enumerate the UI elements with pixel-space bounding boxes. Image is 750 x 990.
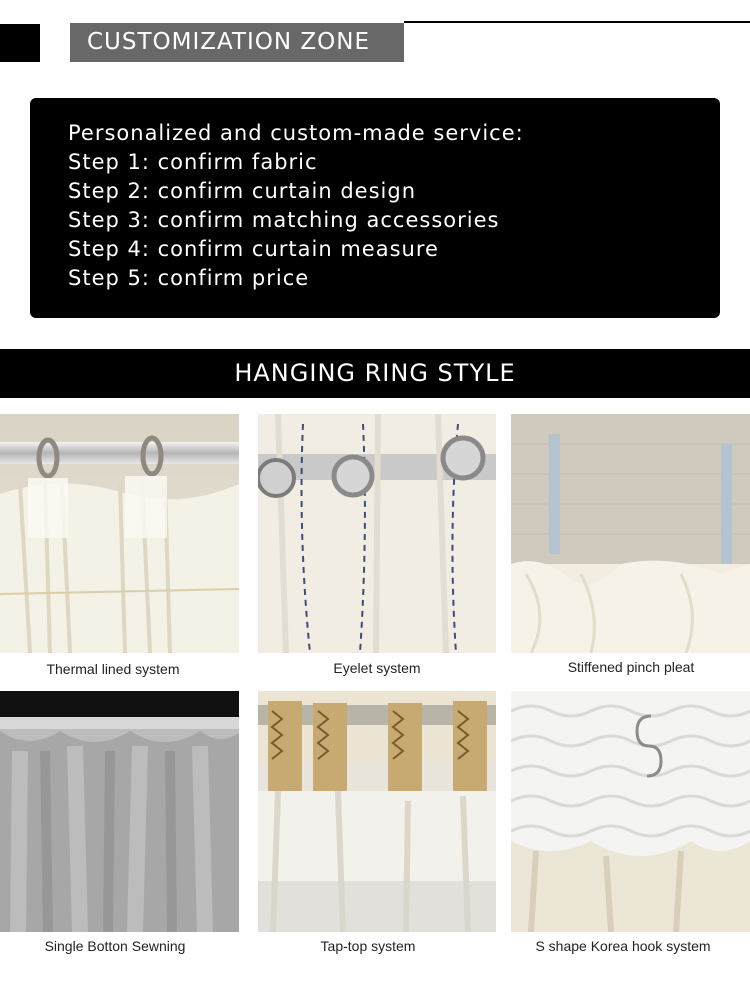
style-caption: Single Botton Sewning <box>44 938 186 954</box>
eyelet-photo <box>258 414 496 653</box>
steps-intro: Personalized and custom-made service: <box>68 121 524 145</box>
style-caption: Stiffened pinch pleat <box>567 659 695 675</box>
style-caption: Tap-top system <box>320 938 416 954</box>
step-item: Step 1: confirm fabric <box>68 150 318 174</box>
style-caption: S shape Korea hook system <box>535 938 711 954</box>
tap-top-photo <box>258 691 496 932</box>
hanging-ring-style-banner: HANGING RING STYLE <box>0 349 750 398</box>
header-accent-block <box>0 24 40 62</box>
steps-panel <box>30 98 720 318</box>
style-caption: Eyelet system <box>333 660 421 676</box>
step-item: Step 5: confirm price <box>68 266 310 290</box>
step-item: Step 2: confirm curtain design <box>68 179 417 203</box>
step-item: Step 3: confirm matching accessories <box>68 208 500 232</box>
style-caption: Thermal lined system <box>46 661 180 677</box>
customization-zone-title: CUSTOMIZATION ZONE <box>70 23 404 62</box>
s-hook-photo <box>511 691 750 932</box>
pinch-pleat-photo <box>511 414 750 653</box>
single-button-sewing-photo <box>0 691 239 932</box>
step-item: Step 4: confirm curtain measure <box>68 237 439 261</box>
header-rule <box>404 21 750 23</box>
thermal-lined-photo <box>0 414 239 653</box>
